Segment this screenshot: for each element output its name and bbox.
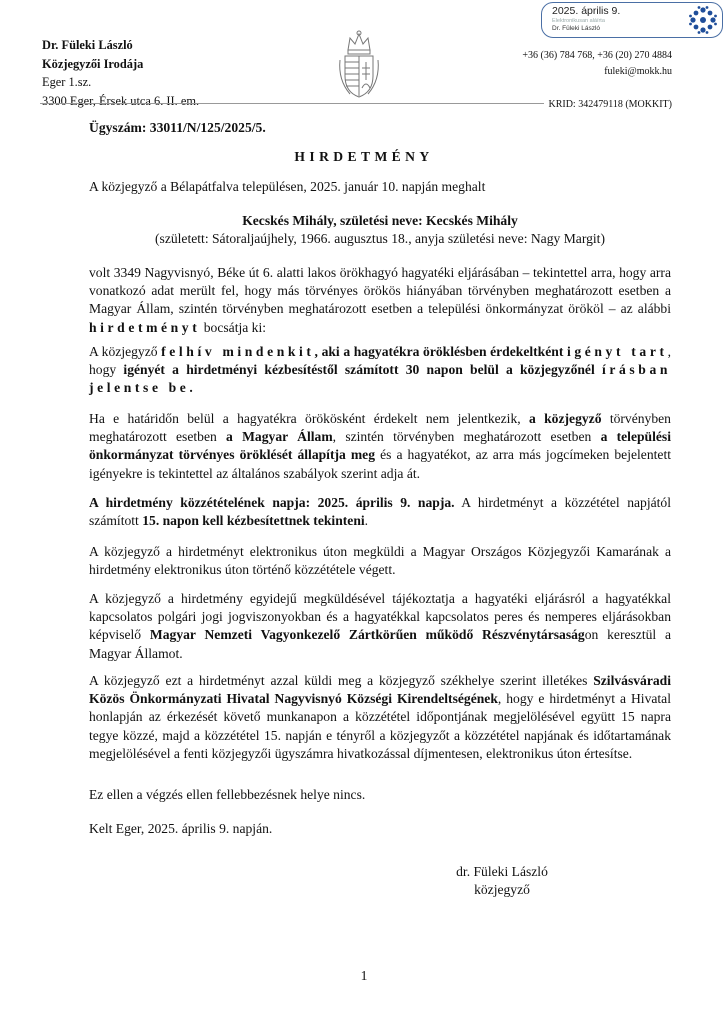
e-signature-stamp bbox=[541, 2, 723, 38]
stamp-signer: Dr. Füleki László bbox=[552, 25, 601, 32]
paragraph-8: Ez ellen a végzés ellen fellebbezésnek helye nincs. bbox=[89, 787, 366, 802]
intro-paragraph: A közjegyző a Bélapátfalva településen, 2025. január 10. napján meghalt bbox=[89, 179, 486, 194]
signature-emblem-icon bbox=[688, 5, 718, 35]
paragraph-4 bbox=[89, 494, 671, 530]
paragraph-1 bbox=[89, 264, 671, 337]
p2-in-writing: írásban jelentse be bbox=[89, 362, 671, 396]
p1-end: bocsátja ki: bbox=[200, 319, 267, 335]
p3-text-3: , szintén törvényben meghatározott esetben bbox=[332, 429, 601, 445]
office-name: Közjegyzői Irodája bbox=[42, 56, 144, 71]
p3-notary: a közjegyző bbox=[528, 411, 602, 426]
paragraph-5: A közjegyző a hirdetményt elektronikus úton megküldi a Magyar Országos Közjegyzői Kamarának a hirdetmény elektronikus úton történő közzététele végett. bbox=[89, 544, 671, 578]
p7-text: A közjegyző ezt a hirdetményt azzal küldi meg a közjegyző székhelye szerint illetékes bbox=[89, 673, 594, 688]
signature-block bbox=[452, 863, 552, 899]
p2-interested: , aki a hagyatékra öröklésben érdekeltként bbox=[314, 344, 567, 359]
p4-text: A hirdetményt a közzététel napjától számított bbox=[89, 495, 671, 529]
p6-company: Magyar Nemzeti Vagyonkezelő Zártkörűen működő Részvénytársaság bbox=[149, 627, 585, 643]
letterhead-right bbox=[522, 48, 672, 80]
notary-name: Dr. Füleki László bbox=[42, 38, 133, 52]
p1-text: volt 3349 Nagyvisnyó, Béke út 6. alatti lakos örökhagyó hagyatéki eljárásában – tekintettel arra, hogy arra vonatkozó adat merült fel, hogy más törvényes örökös hiányában törvényben meghatározott esetben a Magyar Állam, szintén törvényben meghatározott esetben a települési önkormányzat örököl – az alábbi bbox=[89, 265, 671, 317]
p2-that: , hogy bbox=[89, 344, 671, 378]
document-title: HIRDETMÉNY bbox=[294, 149, 434, 164]
signatory-name: dr. Füleki László bbox=[456, 864, 548, 879]
p2-claim: igényt tart bbox=[566, 344, 668, 359]
case-number: Ügyszám: 33011/N/125/2025/5. bbox=[89, 120, 266, 135]
phone-numbers: +36 (36) 784 768, +36 (20) 270 4884 bbox=[522, 50, 672, 61]
p6-text: A közjegyző a hirdetmény egyidejű megküldésével tájékoztatja a hagyatéki eljárásról a hagyatékkal kapcsolatos polgári jogi jogviszonyokban és a hagyatékkal kapcsolatos peres és nemperes eljárásokban képviselő bbox=[89, 591, 671, 643]
p4-end: . bbox=[364, 513, 369, 529]
p2-deadline: igényét a hirdetményi kézbesítéstől számított 30 napon belül a közjegyzőnél bbox=[123, 362, 602, 378]
letterhead-left bbox=[42, 36, 199, 110]
coat-of-arms-icon bbox=[336, 30, 382, 100]
stamp-date: 2025. április 9. bbox=[552, 5, 621, 17]
p2-call: felhív mindenkit bbox=[161, 344, 315, 359]
p6-end: on keresztül a Magyar Államot. bbox=[89, 627, 671, 661]
address-line-1: Eger 1.sz. bbox=[42, 75, 92, 89]
paragraph-7 bbox=[89, 672, 671, 763]
email-address: fuleki@mokk.hu bbox=[604, 66, 672, 77]
p3-text: Ha e határidőn belül a hagyatékra örökösként érdekelt nem jelentkezik, bbox=[89, 411, 529, 426]
p2-end: . bbox=[189, 380, 193, 396]
krid-id: KRID: 342479118 (MOKKIT) bbox=[544, 99, 672, 110]
publication-date: A hirdetmény közzétételének napja: 2025. április 9. napja. bbox=[89, 495, 455, 510]
paragraph-6 bbox=[89, 590, 671, 663]
p1-emphasis: hirdetményt bbox=[89, 319, 201, 335]
p3-municipality: a települési önkormányzat törvényes öröklését állapítja meg bbox=[89, 429, 671, 463]
date-place: Kelt Eger, 2025. április 9. napján. bbox=[89, 821, 273, 836]
p7-office: Szilvásváradi Közös Önkormányzati Hivatal Nagyvisnyó Községi Kirendeltségének bbox=[89, 673, 671, 707]
p7-end: , hogy e hirdetményt a Hivatal honlapján az érkezését követő munkanapon a közzététel időpontjának megjelölésével együtt 15 napra tegye közzé, majd a közzététel 15. napján e tényről a közjegyzőt a közzététel napjának és időtartamának megjelölésével a fenti közjegyzői ügyszámra hivatkozással díjmentesen, elektronikus úton értesítse. bbox=[89, 691, 671, 761]
paragraph-2 bbox=[89, 343, 671, 398]
address-line-2: 3300 Eger, Érsek utca 6. II. em. bbox=[42, 93, 200, 108]
p2-text: A közjegyző bbox=[89, 344, 162, 359]
p3-state: a Magyar Állam bbox=[226, 429, 333, 445]
deceased-details: (született: Sátoraljaújhely, 1966. augusztus 18., anyja születési neve: Nagy Margit) bbox=[155, 231, 605, 246]
p3-end: és a hagyatékot, az arra más jogcímeken bejelentett igényekre is tekintettel az általános szabályok szerint adja át. bbox=[89, 447, 671, 481]
signatory-title: közjegyző bbox=[474, 882, 530, 898]
paragraph-3 bbox=[89, 410, 671, 483]
deceased-name: Kecskés Mihály, születési neve: Kecskés Mihály bbox=[242, 213, 518, 228]
p3-text-2: törvényben meghatározott esetben bbox=[89, 411, 671, 445]
p4-delivery: 15. napon kell kézbesítettnek tekinteni bbox=[142, 513, 365, 529]
stamp-label: Elektronikusan aláírta bbox=[552, 18, 605, 24]
page-number: 1 bbox=[360, 968, 368, 983]
